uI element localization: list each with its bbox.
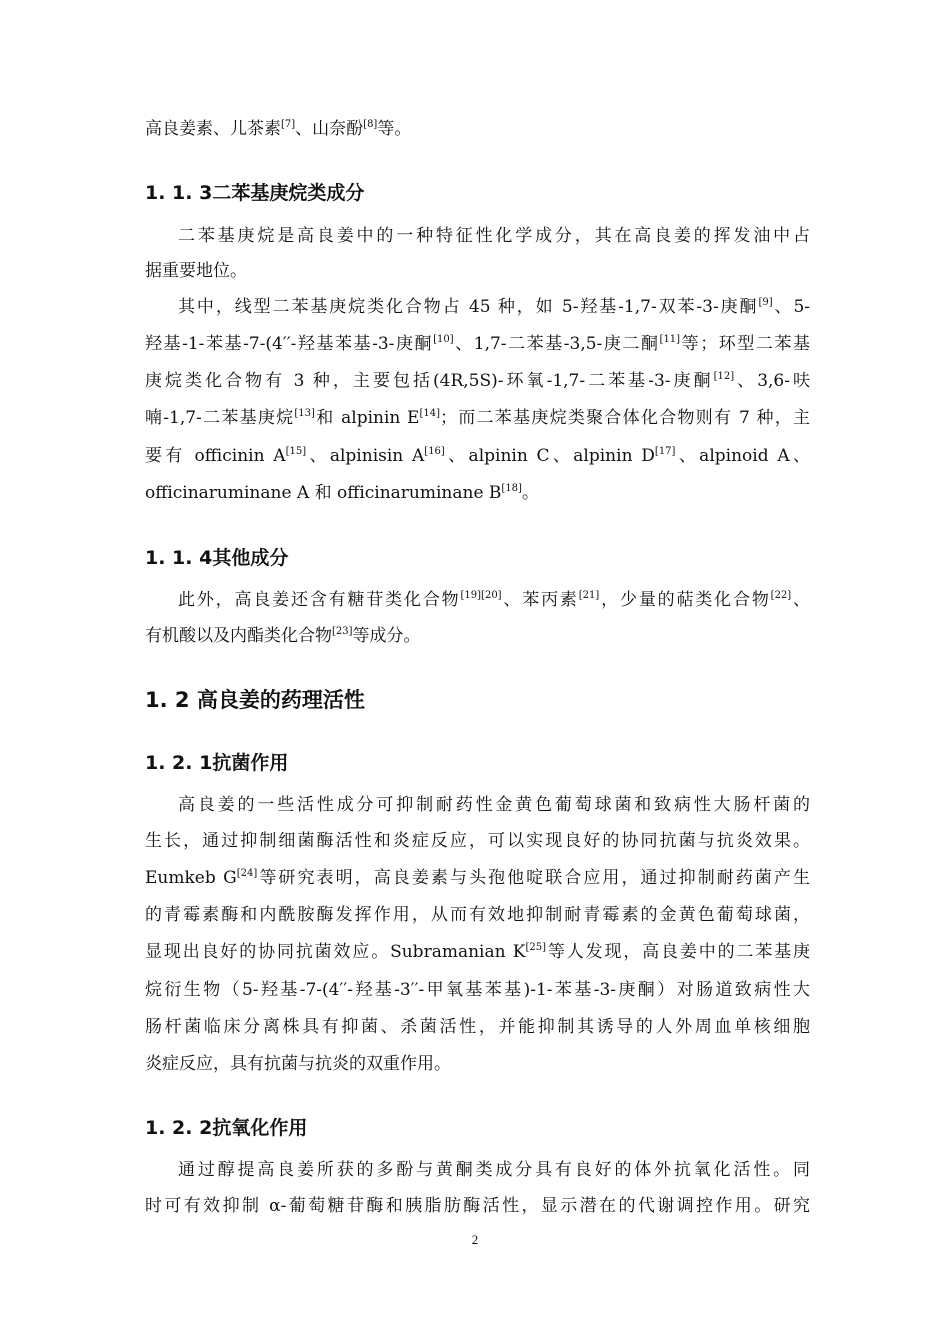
citation-ref: [18] — [501, 483, 522, 494]
paragraph-line — [145, 940, 810, 964]
citation-ref: [15] — [285, 446, 307, 457]
text-run: 其中，线型二苯基庚烷类化合物占 45 种，如 5-羟基-1,7-双苯-3-庚酮 — [178, 297, 759, 317]
text-run: 等研究表明，高良姜素与头孢他啶联合应用，通过抑制耐药菌产生 — [257, 868, 810, 888]
paragraph-line — [145, 259, 810, 283]
text-run: 有机酸以及内酯类化合物 — [145, 626, 332, 646]
paragraph-line — [145, 978, 810, 1002]
paragraph-line — [145, 332, 810, 356]
text-run: 和 alpinin E — [314, 408, 420, 428]
text-run: 要有 officinin A — [145, 446, 286, 466]
text-run: 、山奈酚 — [295, 119, 364, 139]
citation-ref: [12] — [713, 371, 735, 382]
citation-ref: [13] — [294, 408, 315, 419]
section-heading-1-1-4: 1. 1. 4其他成分 — [145, 547, 289, 569]
paragraph-line — [145, 624, 810, 648]
paragraph-line — [145, 369, 810, 393]
text-run: officinaruminane A 和 officinaruminane B — [145, 483, 502, 503]
citation-ref: [21] — [578, 590, 600, 601]
text-run: 、alpinoid A、 — [675, 446, 810, 466]
text-run: ；而二苯基庚烷类聚合体化合物则有 7 种，主 — [440, 408, 810, 428]
paragraph-line — [178, 588, 810, 612]
citation-ref: [9] — [758, 297, 773, 308]
paragraph-line — [178, 1158, 810, 1182]
citation-ref: [22] — [770, 590, 792, 601]
section-heading-1-2-1: 1. 2. 1抗菌作用 — [145, 752, 289, 774]
text-run: 、1,7-二苯基-3,5-庚二酮 — [453, 334, 660, 354]
paragraph-line — [145, 903, 810, 927]
paragraph-line — [145, 406, 810, 430]
paragraph-line — [145, 481, 810, 505]
paragraph-line — [145, 117, 810, 141]
paragraph-line — [145, 866, 810, 890]
section-heading-1-1-3: 1. 1. 3二苯基庚烷类成分 — [145, 182, 365, 204]
paragraph-line — [178, 793, 810, 817]
text-run: 时可有效抑制 α-葡萄糖苷酶和胰脂肪酶活性，显示潜在的代谢调控作用。研究 — [145, 1196, 810, 1216]
paragraph-line — [178, 224, 810, 248]
text-run: 等人发现，高良姜中的二苯基庚 — [546, 942, 810, 962]
text-run: Eumkeb G — [145, 868, 237, 888]
citation-ref: [23] — [332, 626, 353, 637]
page-number: 2 — [471, 1232, 479, 1247]
paragraph-line — [145, 1015, 810, 1039]
text-run: 据重要地位。 — [145, 261, 247, 281]
citation-ref: [19][20] — [460, 590, 502, 601]
citation-ref: [11] — [659, 334, 681, 345]
citation-ref: [25] — [525, 942, 547, 953]
text-run: 高良姜的一些活性成分可抑制耐药性金黄色葡萄球菌和致病性大肠杆菌的 — [178, 795, 810, 815]
text-run: 、苯丙素 — [501, 590, 579, 610]
text-run: 、alpinin C、alpinin D — [444, 446, 655, 466]
text-run: 高良姜素、儿茶素 — [145, 119, 281, 139]
paragraph-line — [145, 444, 810, 468]
citation-ref: [7] — [281, 119, 296, 130]
text-run: 、alpinisin A — [306, 446, 425, 466]
text-run: 等。 — [377, 119, 412, 139]
text-run: 二苯基庚烷是高良姜中的一种特征性化学成分，其在高良姜的挥发油中占 — [178, 226, 810, 246]
text-run: 肠杆菌临床分离株具有抑菌、杀菌活性，并能抑制其诱导的人外周血单核细胞 — [145, 1017, 810, 1037]
citation-ref: [14] — [419, 408, 440, 419]
text-run: 生长，通过抑制细菌酶活性和炎症反应，可以实现良好的协同抗菌与抗炎效果。 — [145, 831, 810, 851]
citation-ref: [10] — [433, 334, 454, 345]
text-run: 的青霉素酶和内酰胺酶发挥作用，从而有效地抑制耐青霉素的金黄色葡萄球菌， — [145, 905, 810, 925]
text-run: 烷衍生物（5-羟基-7-(4′′-羟基-3′′-甲氧基苯基)-1-苯基-3-庚酮）对肠道致病性大 — [145, 980, 810, 1000]
text-run: 显现出良好的协同抗菌效应。Subramanian K — [145, 942, 526, 962]
citation-ref: [17] — [654, 446, 676, 457]
section-heading-1-2: 1. 2 高良姜的药理活性 — [145, 688, 365, 712]
paragraph-line — [145, 829, 810, 853]
text-run: 等；环型二苯基 — [680, 334, 810, 354]
text-run: 、 — [791, 590, 811, 610]
text-run: 。 — [521, 483, 539, 503]
paragraph-line — [145, 1052, 810, 1076]
citation-ref: [24] — [236, 868, 258, 879]
text-run: 通过醇提高良姜所获的多酚与黄酮类成分具有良好的体外抗氧化活性。同 — [178, 1160, 810, 1180]
text-run: 庚烷类化合物有 3 种，主要包括(4R,5S)-环氧-1,7-二苯基-3-庚酮 — [145, 371, 714, 391]
citation-ref: [8] — [363, 119, 378, 130]
paragraph-line — [178, 295, 810, 319]
text-run: 、5- — [772, 297, 810, 317]
paragraph-line — [145, 1194, 810, 1218]
text-run: ，少量的萜类化合物 — [599, 590, 771, 610]
text-run: 喃-1,7-二苯基庚烷 — [145, 408, 295, 428]
text-run: 此外，高良姜还含有糖苷类化合物 — [178, 590, 461, 610]
text-run: 羟基-1-苯基-7-(4′′-羟基苯基-3-庚酮 — [145, 334, 434, 354]
text-run: 等成分。 — [352, 626, 421, 646]
text-run: 炎症反应，具有抗菌与抗炎的双重作用。 — [145, 1054, 451, 1074]
text-run: 、3,6-呋 — [734, 371, 810, 391]
section-heading-1-2-2: 1. 2. 2抗氧化作用 — [145, 1117, 308, 1139]
citation-ref: [16] — [424, 446, 445, 457]
